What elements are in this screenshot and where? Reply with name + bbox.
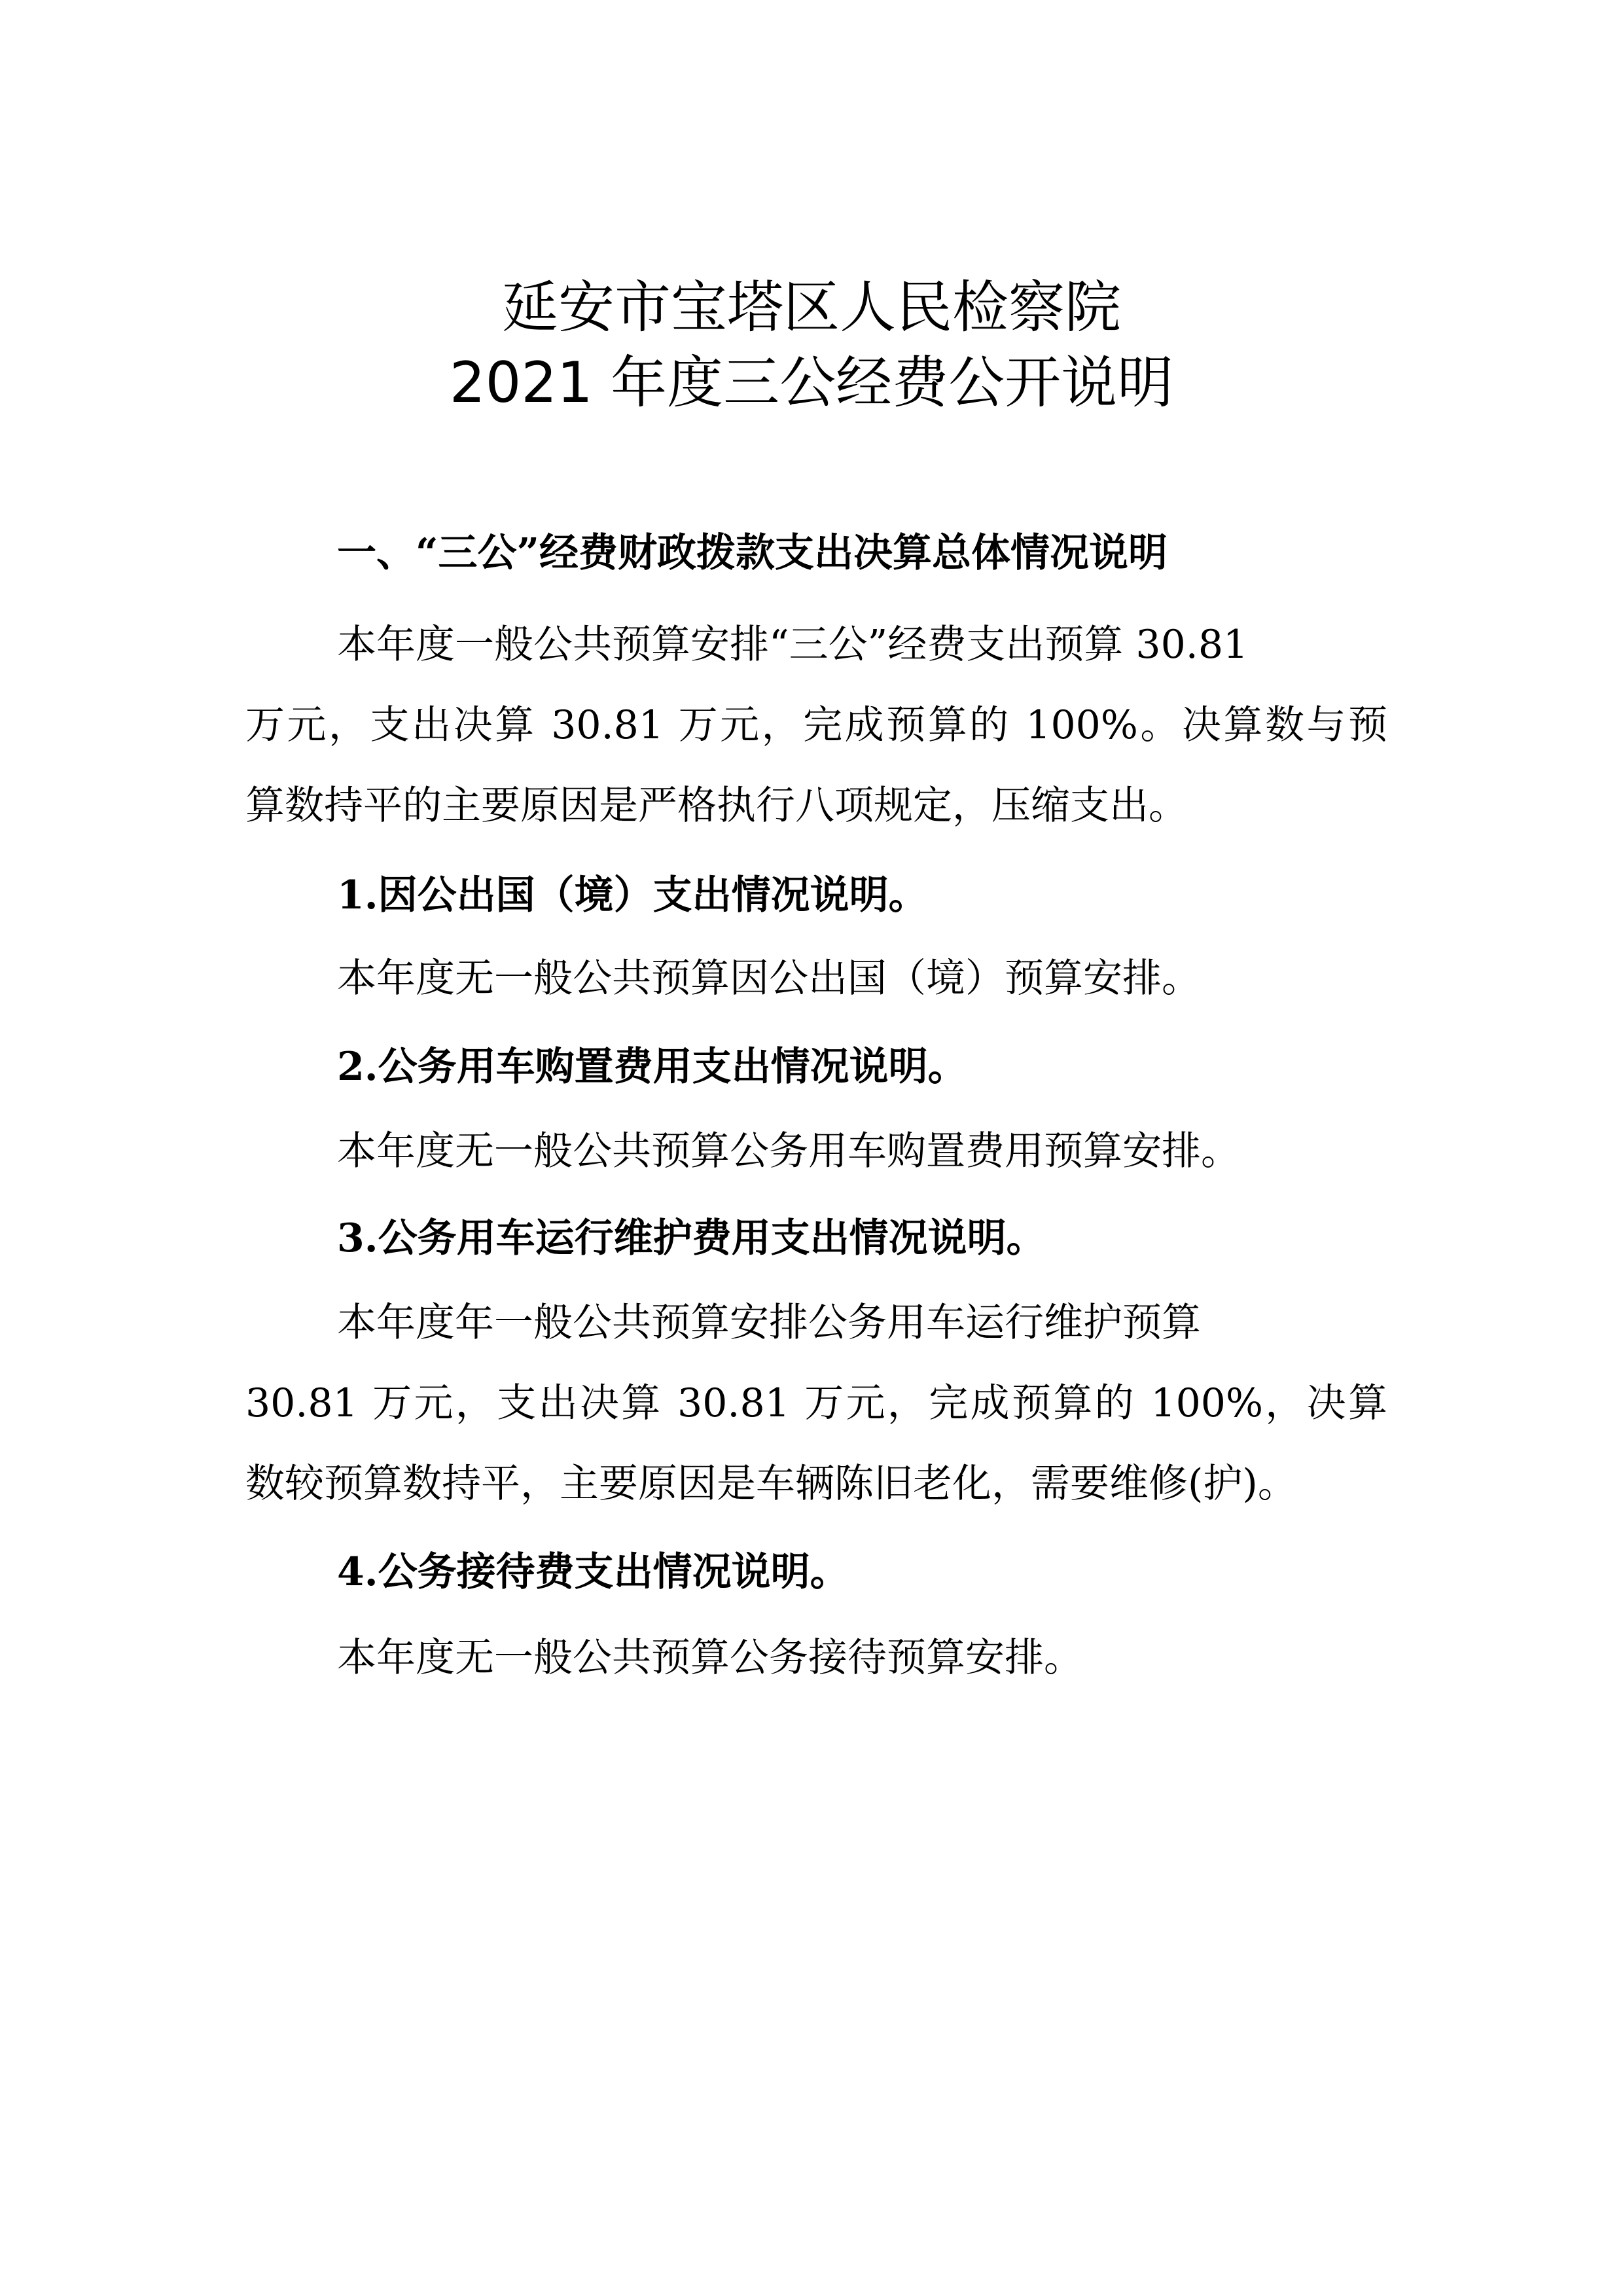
item-heading-overseas-travel: 1.因公出国（境）支出情况说明。 [337,872,928,918]
document-title-line-2: 2021 年度三公经费公开说明 [449,350,1174,416]
item-body-vehicle-purchase: 本年度无一般公共预算公务用车购置费用预算安排。 [337,1128,1240,1174]
section-heading-overview: 一、“三公”经费财政拨款支出决算总体情况说明 [337,530,1168,576]
paragraph-overview-line-2: 万元，支出决算 30.81 万元，完成预算的 100%。决算数与预 [245,702,1387,748]
item-heading-vehicle-operation: 3.公务用车运行维护费用支出情况说明。 [337,1215,1046,1261]
item-body-overseas-travel: 本年度无一般公共预算因公出国（境）预算安排。 [337,956,1201,1001]
item-body-vehicle-operation-line-2: 30.81 万元，支出决算 30.81 万元，完成预算的 100%，决算 [245,1380,1387,1426]
paragraph-overview-line-1: 本年度一般公共预算安排“三公”经费支出预算 30.81 [337,622,1249,668]
item-body-vehicle-operation-line-1: 本年度年一般公共预算安排公务用车运行维护预算 [337,1300,1201,1346]
item-body-reception: 本年度无一般公共预算公务接待预算安排。 [337,1635,1083,1681]
item-heading-vehicle-purchase: 2.公务用车购置费用支出情况说明。 [337,1044,967,1090]
paragraph-overview-line-3: 算数持平的主要原因是严格执行八项规定，压缩支出。 [245,783,1188,829]
item-heading-reception: 4.公务接待费支出情况说明。 [337,1549,849,1595]
document-title-line-1: 延安市宝塔区人民检察院 [502,275,1121,340]
item-body-vehicle-operation-line-3: 数较预算数持平，主要原因是车辆陈旧老化，需要维修(护)。 [245,1461,1297,1507]
